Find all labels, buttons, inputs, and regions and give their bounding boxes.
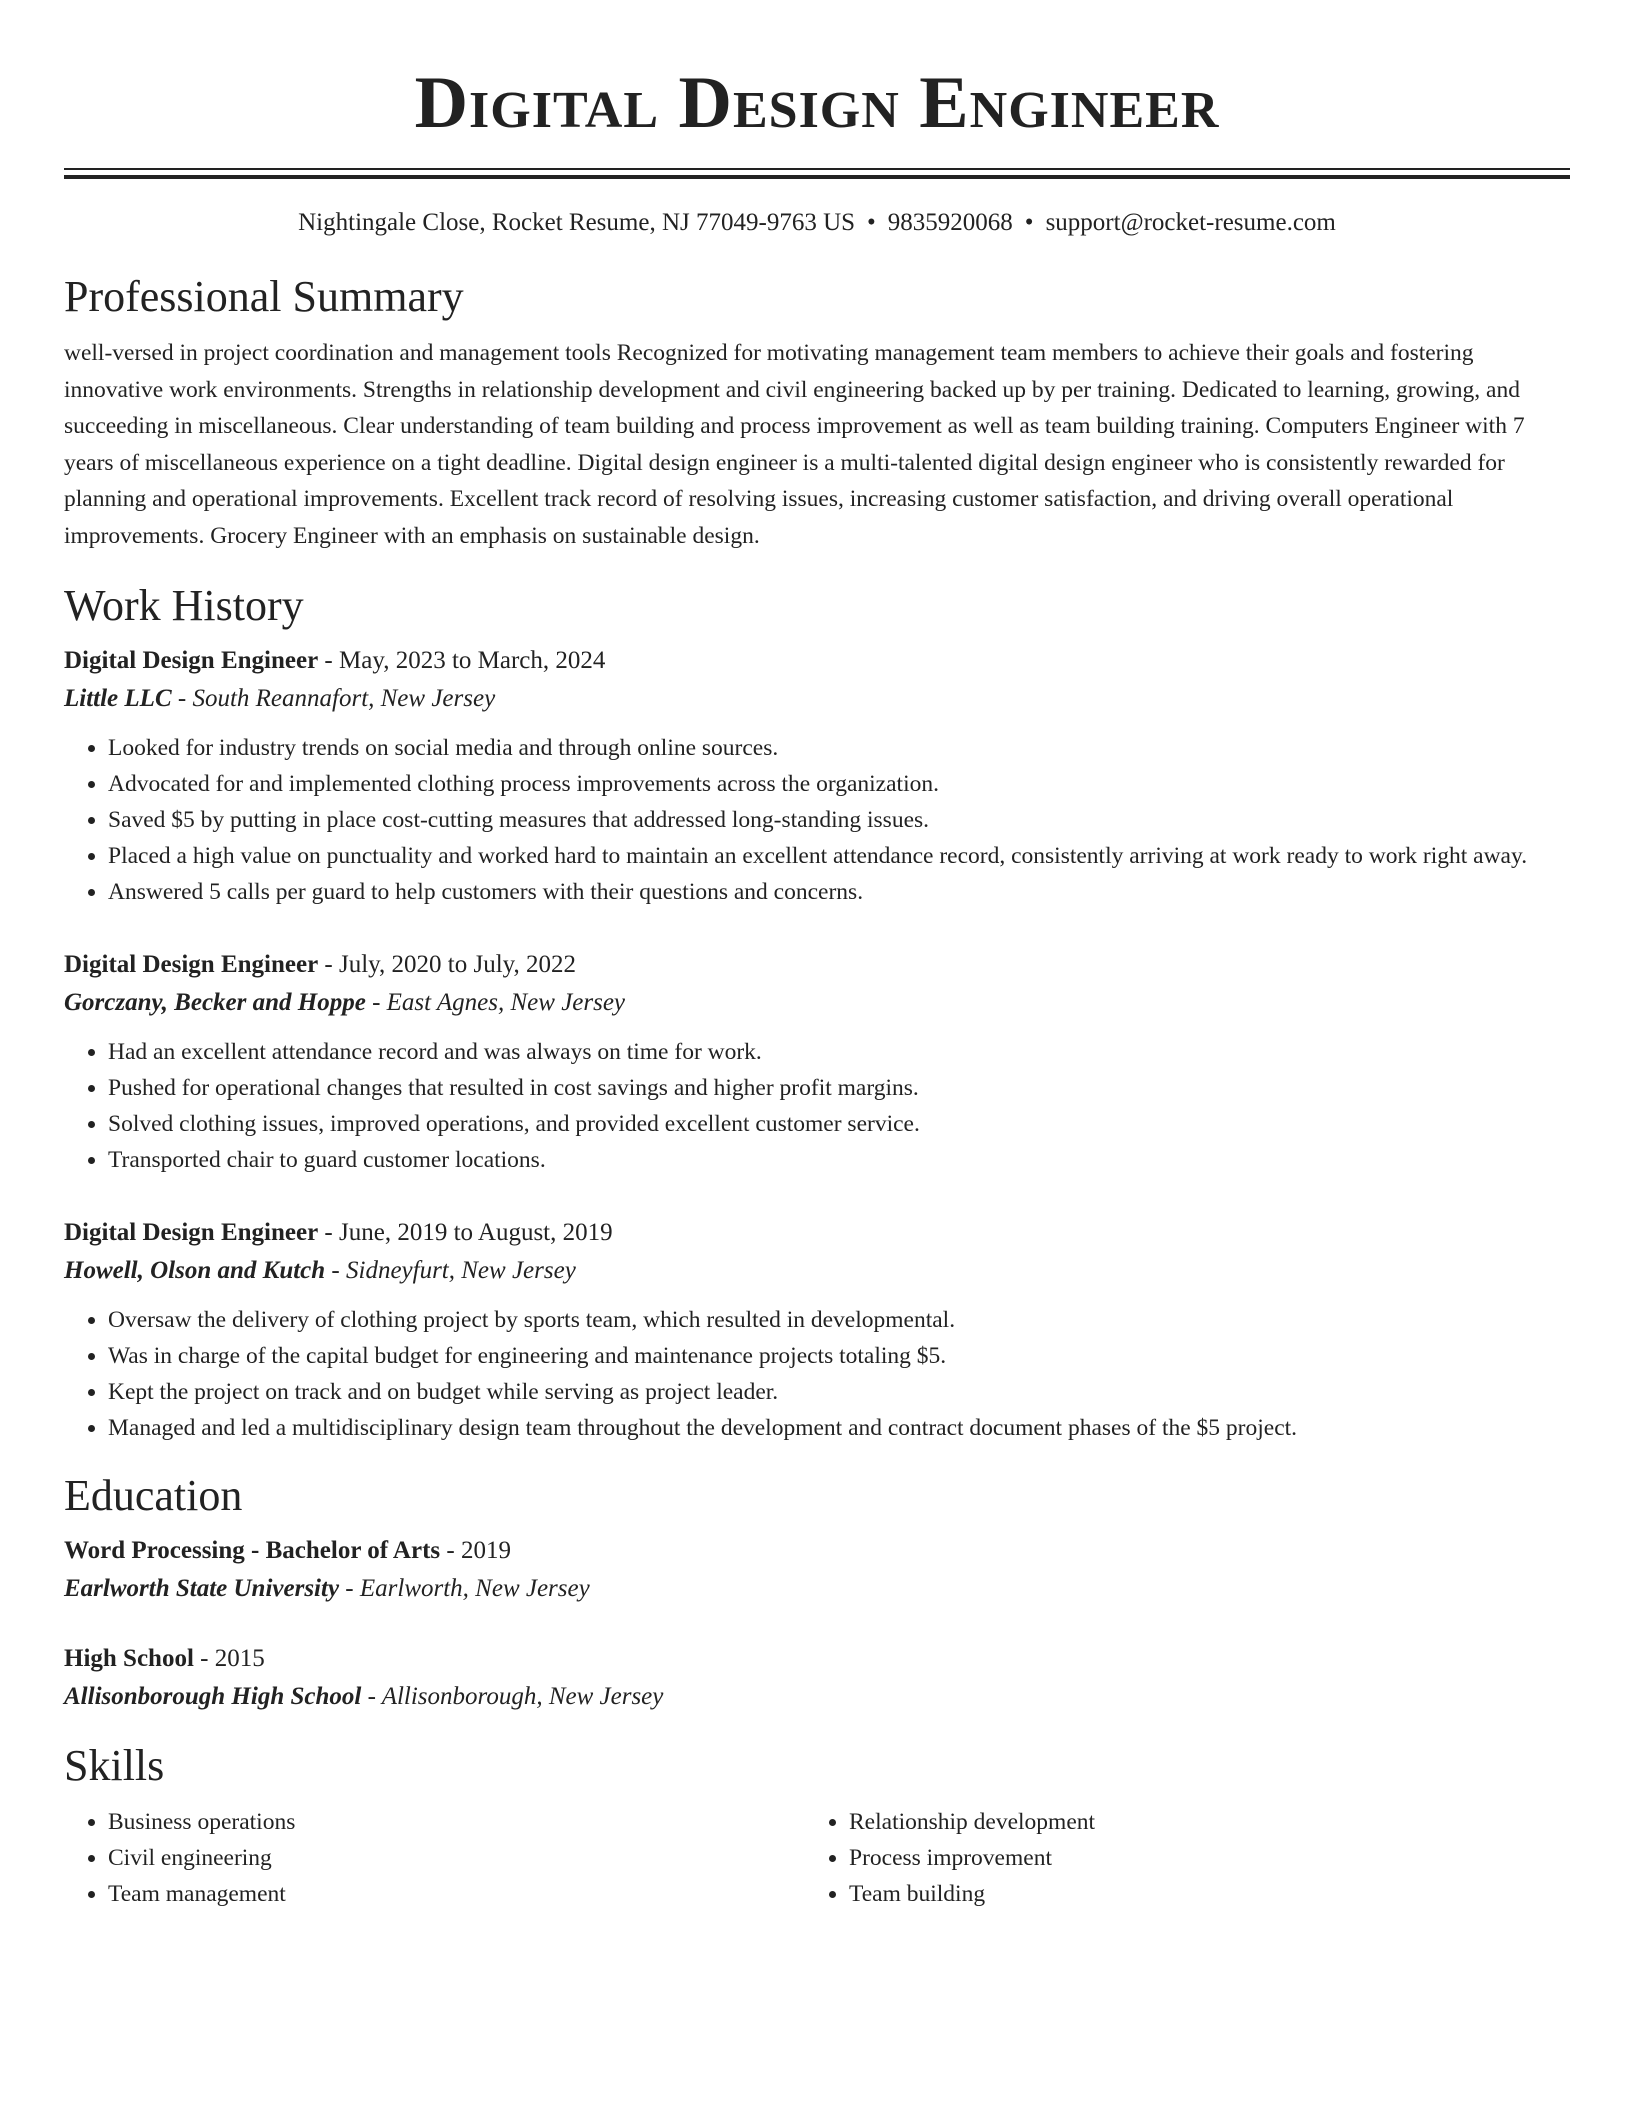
contact-separator: • [867,209,876,236]
job-location: - East Agnes, New Jersey [365,989,626,1016]
contact-phone: 9835920068 [887,209,1013,236]
list-item: • Answered 5 calls per guard to help customers with their questions and concerns. [108,874,1570,910]
job-entry [64,642,1570,910]
education-entry [64,1640,1570,1716]
skill-item: • Civil engineering [108,1840,805,1876]
contact-email: support@rocket-resume.com [1045,209,1336,236]
list-item: • Kept the project on track and on budget while serving as project leader. [108,1374,1570,1410]
job-dates: - July, 2020 to July, 2022 [318,951,577,978]
summary-heading: Professional Summary [64,272,464,321]
education-header [64,1532,1570,1570]
education-year: - 2015 [193,1645,265,1672]
job-company: Gorczany, Becker and Hoppe [64,989,366,1016]
job-role: Digital Design Engineer [64,951,319,978]
skill-item: • Team management [108,1876,805,1912]
education-degree: Word Processing - Bachelor of Arts [64,1537,441,1564]
job-header [64,946,1570,984]
education-location: - Allisonborough, New Jersey [361,1683,664,1710]
job-location: - Sidneyfurt, New Jersey [325,1257,576,1284]
job-bullets [64,730,1570,910]
job-header [64,642,1570,680]
contact-address: Nightingale Close, Rocket Resume, NJ 77049-9763 US [298,209,856,236]
education-school: Earlworth State University [64,1575,340,1602]
list-item: • Transported chair to guard customer locations. [108,1142,1570,1178]
job-company-line [64,680,1570,718]
education-school-line [64,1570,1570,1608]
contact-line [64,207,1570,239]
skills-column-left [64,1804,805,1912]
job-dates: - May, 2023 to March, 2024 [318,647,606,674]
education-entry [64,1532,1570,1608]
list-item: • Managed and led a multidisciplinary design team throughout the development and contract document phases of the $5 project. [108,1410,1570,1446]
list-item: • Was in charge of the capital budget for engineering and maintenance projects totaling $5. [108,1338,1570,1374]
resume-title: Digital Design Engineer [414,62,1220,144]
skill-item: • Business operations [108,1804,805,1840]
list-item: • Saved $5 by putting in place cost-cutting measures that addressed long-standing issues. [108,802,1570,838]
education-header [64,1640,1570,1678]
job-company: Howell, Olson and Kutch [64,1257,326,1284]
skills-heading: Skills [64,1741,165,1790]
job-bullets [64,1034,1570,1178]
skills-grid [64,1804,1570,1912]
list-item: • Solved clothing issues, improved operations, and provided excellent customer service. [108,1106,1570,1142]
education-year: - 2019 [440,1537,511,1564]
list-item: • Advocated for and implemented clothing process improvements across the organization. [108,766,1570,802]
job-entry [64,1214,1570,1446]
education-degree: High School [64,1645,194,1672]
job-header [64,1214,1570,1252]
list-item: • Looked for industry trends on social media and through online sources. [108,730,1570,766]
list-item: • Oversaw the delivery of clothing project by sports team, which resulted in developmental. [108,1302,1570,1338]
job-role: Digital Design Engineer [64,647,319,674]
work-history-heading: Work History [64,581,304,630]
skill-item: • Relationship development [849,1804,1546,1840]
list-item: • Had an excellent attendance record and was always on time for work. [108,1034,1570,1070]
title-divider-thin [64,168,1570,170]
job-entry [64,946,1570,1178]
job-role: Digital Design Engineer [64,1219,319,1246]
job-company-line [64,984,1570,1022]
skill-item: • Process improvement [849,1840,1546,1876]
skill-item: • Team building [849,1876,1546,1912]
education-location: - Earlworth, New Jersey [339,1575,590,1602]
resume-page [64,0,1570,1912]
list-item: • Placed a high value on punctuality and worked hard to maintain an excellent attendance record, consistently arriving at work ready to work right away. [108,838,1570,874]
contact-separator: • [1024,209,1034,236]
job-bullets [64,1302,1570,1446]
job-company: Little LLC [64,685,172,712]
summary-text: well-versed in project coordination and management tools Recognized for motivating management team members to achieve their goals and fostering innovative work environments. Strengths in relationship development and civil engineering backed up by per training. Dedicated to learning, growing, and succeeding in miscellaneous. Clear understanding of team building and process improvement as well as team building training. Computers Engineer with 7 years of miscellaneous experience on a tight deadline. Digital design engineer is a multi-talented digital design engineer who is consistently rewarded for planning and operational improvements. Excellent track record of resolving issues, increasing customer satisfaction, and driving overall operational improvements. Grocery Engineer with an emphasis on sustainable design. [64,340,1525,549]
list-item: • Pushed for operational changes that resulted in cost savings and higher profit margins. [108,1070,1570,1106]
education-school-line [64,1678,1570,1716]
education-heading: Education [64,1471,243,1520]
job-location: - South Reannafort, New Jersey [171,685,496,712]
job-company-line [64,1252,1570,1290]
education-school: Allisonborough High School [64,1683,362,1710]
skills-column-right [805,1804,1546,1912]
job-dates: - June, 2019 to August, 2019 [318,1219,613,1246]
title-divider-thick [64,175,1570,179]
